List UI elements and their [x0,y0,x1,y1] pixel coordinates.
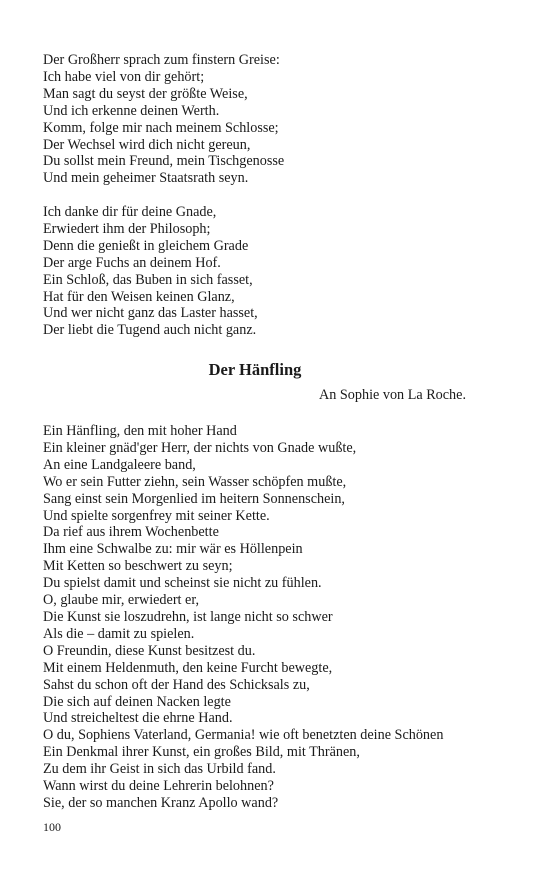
poem-title: Der Hänfling [208,360,302,379]
verse-line: Erwiedert ihm der Philosoph; [43,220,211,237]
verse-line: Wann wirst du deine Lehrerin belohnen? [43,778,274,795]
poem-stanza-2 [43,204,258,339]
verse-line: Sahst du schon oft der Hand des Schicksals zu, [43,676,310,693]
verse-line: An eine Landgaleere band, [43,456,196,473]
poem-stanza-1 [43,52,284,187]
verse-line: Der arge Fuchs an deinem Hof. [43,254,221,271]
verse-line: Ein Hänfling, den mit hoher Hand [43,423,237,439]
poem-body [43,423,443,812]
verse-line: Ich habe viel von dir gehört; [43,68,205,85]
verse-line: Mit Ketten so beschwert zu seyn; [43,558,233,575]
verse-line: Und spielte sorgenfrey mit seiner Kette. [43,507,270,524]
verse-line: Komm, folge mir nach meinem Schlosse; [43,119,279,136]
verse-line: Ein kleiner gnäd'ger Herr, der nichts von Gnade wußte, [43,439,357,456]
verse-line: Die Kunst sie loszudrehn, ist lange nicht so schwer [43,608,333,625]
verse-line: Ein Schloß, das Buben in sich fasset, [43,271,253,288]
verse-line: Und ich erkenne deinen Werth. [43,102,220,119]
verse-line: Der Wechsel wird dich nicht gereun, [43,136,251,153]
verse-line: Der Großherr sprach zum finstern Greise: [43,52,280,68]
verse-line: Als die – damit zu spielen. [43,625,195,642]
verse-line: Ihm eine Schwalbe zu: mir wär es Höllenpein [43,541,303,558]
verse-line: Da rief aus ihrem Wochenbette [43,524,219,541]
verse-line: Sie, der so manchen Kranz Apollo wand? [43,794,279,811]
verse-line: Der liebt die Tugend auch nicht ganz. [43,322,257,339]
verse-line: Und streicheltest die ehrne Hand. [43,710,233,727]
verse-line: Mit einem Heldenmuth, den keine Furcht bewegte, [43,659,333,676]
verse-line: Und wer nicht ganz das Laster hasset, [43,305,258,322]
page-number: 100 [43,820,61,834]
verse-line: Du spielst damit und scheinst sie nicht zu fühlen. [43,575,322,592]
poem-dedication: An Sophie von La Roche. [319,387,466,403]
verse-line: O, glaube mir, erwiedert er, [43,592,200,609]
verse-line: Denn die genießt in gleichem Grade [43,237,249,254]
verse-line: Wo er sein Futter ziehn, sein Wasser schöpfen mußte, [43,473,347,490]
verse-line: Und mein geheimer Staatsrath seyn. [43,170,249,187]
verse-line: Ich danke dir für deine Gnade, [43,204,217,220]
verse-line: O du, Sophiens Vaterland, Germania! wie oft benetzten deine Schönen [43,727,444,744]
verse-line: Man sagt du seyst der größte Weise, [43,85,248,102]
verse-line: Die sich auf deinen Nacken legte [43,693,231,710]
verse-line: Sang einst sein Morgenlied im heitern Sonnenschein, [43,490,345,507]
verse-line: Zu dem ihr Geist in sich das Urbild fand. [43,761,276,778]
verse-line: O Freundin, diese Kunst besitzest du. [43,642,256,659]
verse-line: Hat für den Weisen keinen Glanz, [43,288,235,305]
verse-line: Ein Denkmal ihrer Kunst, ein großes Bild, mit Thränen, [43,744,360,761]
verse-line: Du sollst mein Freund, mein Tischgenosse [43,153,285,170]
